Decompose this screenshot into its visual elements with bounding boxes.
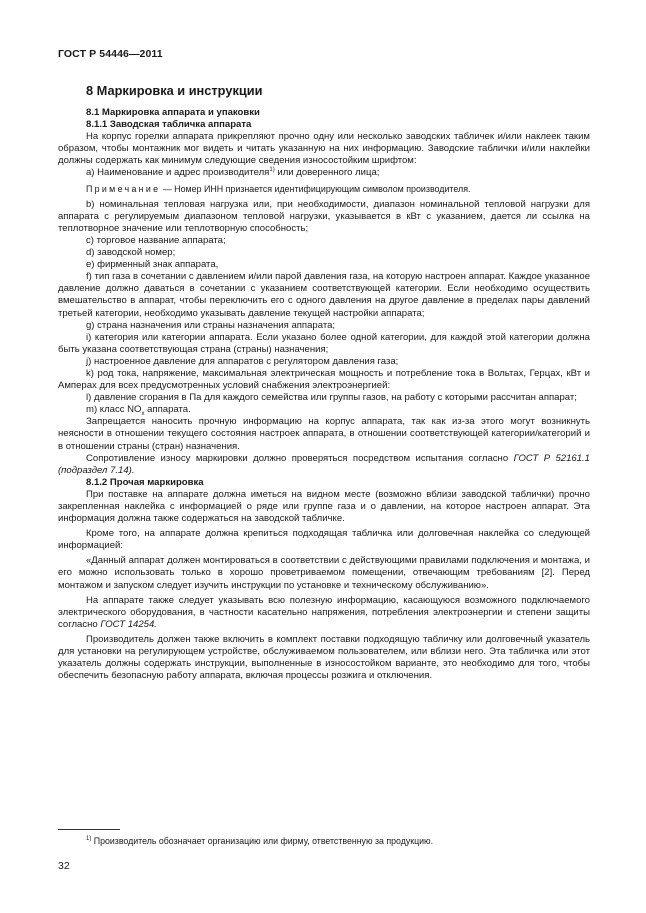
list-item-j: j) настроенное давление для аппаратов с регулятором давления газа; <box>86 355 399 367</box>
footnote-ref: 1) <box>269 167 275 174</box>
standard-header: ГОСТ Р 54446—2011 <box>58 48 163 60</box>
footnote: $^{1)}$ Производитель обозначает организацию или фирму, ответственную за продукцию. <box>86 836 434 846</box>
standard-reference: ГОСТ Р 52161.1 (подраздел 7.14). <box>58 452 590 476</box>
note-label: Примечание <box>86 183 161 194</box>
list-item-d: d) заводской номер; <box>86 247 176 259</box>
list-item-g: g) страна назначения или страны назначения аппарата; <box>86 319 336 331</box>
list-item-l: l) давление сгорания в Па для каждого семейства или группы газов, на работу с которыми рассчитан аппарат; <box>86 392 577 404</box>
standard-reference: ГОСТ 14254. <box>100 618 157 630</box>
section-title: 8 Маркировка и инструкции <box>86 83 263 98</box>
paragraph-prohibition: Запрещается наносить прочную информацию на корпус аппарата, так как из-за этого могут возникнуть неясности в отношении текущего состояния настроек аппарата, в отношении соответствующей категории/категорий и в отношении страны (стран) назначения. <box>58 416 590 452</box>
paragraph-plate: Кроме того, на аппарате должна крепиться подходящая табличка или долговечная наклейка со следующей информацией: <box>58 528 590 552</box>
paragraph-electrical: На аппарате также следует указывать всю полезную информацию, касающуюся возможного подключаемого электрического оборудования, в частности касательно напряжения, потребления электроэнергии и степени защиты согласно ГОСТ 14254. <box>58 594 590 630</box>
page-number: 32 <box>58 860 70 872</box>
list-item-b: b) номинальная тепловая нагрузка или, при необходимости, диапазон номинальной тепловой нагрузки для аппарата с регулируемым диапазоном тепловой нагрузки, указывается в кВт с указанием, дается ли ссылка на теплотворное значение или теплотворную способность; <box>58 198 590 234</box>
list-item-c: с) торговое название аппарата; <box>86 234 226 246</box>
note-text: — Номер ИНН признается идентифицирующим символом производителя. <box>160 183 471 194</box>
paragraph-delivery: При поставке на аппарате должна иметься на видном месте (возможно вблизи заводской таблички) прочно закрепленная наклейка с информацией о ряде или группе газа и о давлении, на которое настроен аппарат. Эта информация должна также содержаться на заводской табличке. <box>58 488 590 525</box>
paragraph-wear-resistance: Сопротивление износу маркировки должно проверяться посредством испытания согласно ГОСТ Р 52161.1 (подраздел 7.14). <box>58 452 590 476</box>
list-item-e: е) фирменный знак аппарата, <box>86 259 219 271</box>
list-item-m: m) класс $NO_x$ аппарата. <box>86 404 191 418</box>
subsection-8-1-1: 8.1.1 Заводская табличка аппарата <box>86 119 252 131</box>
document-body <box>58 107 590 682</box>
list-item-f: f) тип газа в сочетании с давлением и/или парой давления газа, на которую настроен аппарат. Каждое указанное давление должно даваться в сочетании с указанием соответствующей категории. Если необходимо осуществить вмешательство в аппарат, чтобы переключить его с одного давления на другое давление в пределах пары давлений третьей категории, необходимо указывать давление текущей настройки аппарата; <box>58 271 590 319</box>
paragraph-quote: «Данный аппарат должен монтироваться в соответствии с действующими правилами подключения и монтажа, и его можно использовать только в хорошо проветриваемом помещении, отвечающим требованиям [2]. Перед монтажом и запуском следует изучить инструкции по установке и техническому обслуживанию». <box>58 555 590 591</box>
list-item-k: k) род тока, напряжение, максимальная электрическая мощность и потребление тока в Вольтах, Герцах, кВт и Амперах для всех предусмотренных условий снабжения электроэнергией: <box>58 367 590 392</box>
paragraph-intro: На корпус горелки аппарата прикрепляют прочно одну или несколько заводских табличек и/или наклеек таким образом, чтобы монтажник мог видеть и читать указанную на них информацию. Заводские таблички и/или наклейки должны содержать как минимум следующие сведения износостойким шрифтом: <box>58 131 590 167</box>
list-item-a: а) Наименование и адрес производителя$^{1)}$ или доверенного лица; <box>86 167 380 179</box>
paragraph-manufacturer: Производитель должен также включить в комплект поставки подходящую табличку или долговечный указатель для установки на регулирующем устройстве, обслуживаемом пользователем, или вблизи него. Эта табличка или этот указатель должны содержать инструкции, выполненные в износостойком варианте, это необходимо для того, чтобы обеспечить безопасную работу аппарата, включая процессы розжига и отключения. <box>58 633 590 682</box>
note <box>58 183 590 195</box>
footnote-divider <box>58 829 120 830</box>
list-item-i: i) категория или категории аппарата. Если указано более одной категории, для каждой этой категории должна быть указана соответствующая страна (страны) назначения; <box>58 331 590 355</box>
subsection-8-1: 8.1 Маркировка аппарата и упаковки <box>86 107 260 118</box>
subsection-8-1-2: 8.1.2 Прочая маркировка <box>86 476 204 488</box>
